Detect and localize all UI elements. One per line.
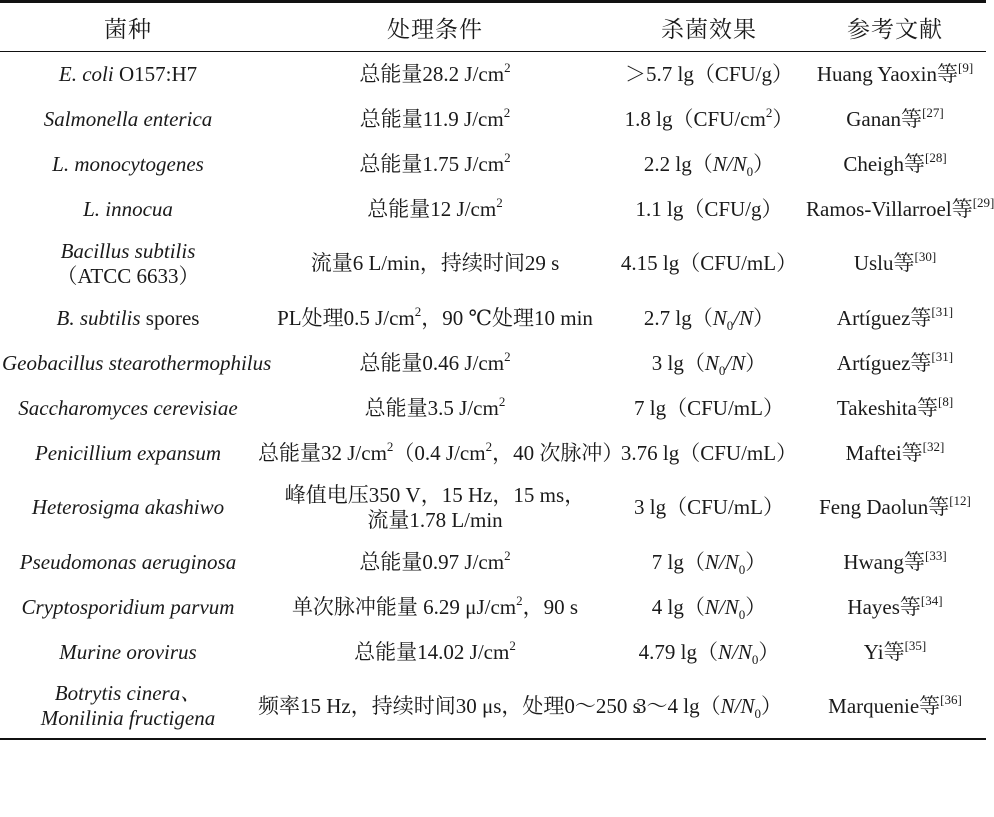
condition-text: 总能量28.2 J/cm — [359, 61, 505, 86]
table-row — [0, 476, 986, 540]
condition-cell — [256, 476, 614, 540]
effect-text: ） — [760, 693, 782, 718]
effect-cell — [614, 187, 804, 232]
effect-var: N — [724, 594, 739, 619]
effect-text: 3.76 lg（CFU/mL） — [620, 440, 798, 465]
effect-text: ） — [753, 151, 775, 176]
species-cell — [0, 142, 256, 187]
effect-text: 3～4 lg（ — [636, 693, 721, 718]
species-cell — [0, 187, 256, 232]
reference-author: Artíguez等 — [836, 350, 932, 375]
effect-text: 2.7 lg（ — [643, 305, 713, 330]
subscript: 0 — [738, 606, 746, 622]
superscript: 2 — [504, 348, 511, 364]
effect-var: N — [712, 305, 727, 330]
species-name: B. subtilis — [56, 305, 141, 330]
condition-cell — [256, 52, 614, 97]
effect-cell — [614, 341, 804, 386]
citation-number: [27] — [922, 104, 944, 120]
species-cell — [0, 675, 256, 739]
effect-slash: / — [718, 549, 725, 574]
superscript: 2 — [414, 303, 422, 319]
citation-number: [36] — [940, 691, 962, 707]
effect-var: N — [720, 693, 735, 718]
citation-number: [31] — [931, 348, 954, 364]
condition-text: 总能量0.46 J/cm — [359, 350, 505, 375]
effect-text: ＞5.7 lg（CFU/g） — [624, 61, 794, 86]
effect-cell — [614, 386, 804, 431]
effect-text: ） — [758, 639, 780, 664]
reference-cell — [804, 585, 986, 630]
table-row — [0, 540, 986, 585]
effect-var: N — [704, 594, 719, 619]
citation-number: [35] — [904, 637, 927, 653]
reference-cell — [804, 675, 986, 739]
species-name: Penicillium expansum — [34, 440, 222, 465]
effect-text: 7 lg（ — [651, 549, 705, 574]
species-strain: （ATCC 6633） — [56, 263, 200, 288]
subscript: 0 — [718, 362, 726, 378]
species-name: Saccharomyces cerevisiae — [18, 395, 238, 420]
table-row — [0, 386, 986, 431]
effect-text: 3 lg（CFU/mL） — [634, 495, 784, 519]
condition-cell — [256, 585, 614, 630]
condition-text: ，40 次脉冲） — [492, 440, 624, 465]
condition-cell — [256, 675, 641, 739]
effect-slash: / — [726, 151, 733, 176]
effect-cell — [614, 142, 804, 187]
effect-var: N — [724, 549, 739, 574]
condition-text: 单次脉冲能量 6.29 μJ/cm — [291, 594, 517, 619]
header-condition: 处理条件 — [256, 2, 614, 52]
reference-cell — [804, 386, 986, 431]
condition-text: 总能量12 J/cm — [367, 196, 497, 221]
effect-text: ） — [772, 106, 794, 131]
reference-cell — [804, 232, 986, 296]
superscript: 2 — [504, 149, 511, 165]
effect-cell — [614, 540, 804, 585]
table-row — [0, 431, 986, 476]
reference-author: Maftei等 — [845, 440, 923, 465]
species-name: Botrytis cinera、 — [54, 681, 202, 705]
table-row — [0, 232, 986, 296]
superscript: 2 — [516, 592, 523, 608]
species-name: Bacillus subtilis — [60, 238, 196, 263]
reference-cell — [804, 97, 986, 142]
subscript: 0 — [751, 651, 759, 667]
reference-author: Uslu等 — [853, 251, 915, 275]
table-row — [0, 341, 986, 386]
species-cell — [0, 476, 256, 540]
effect-var: N — [739, 305, 754, 330]
reference-author: Artíguez等 — [836, 305, 932, 330]
condition-cell — [256, 540, 614, 585]
species-name: Pseudomonas aeruginosa — [19, 549, 237, 574]
condition-cell — [256, 341, 614, 386]
effect-text: ） — [745, 350, 767, 375]
species-cell — [0, 52, 256, 97]
condition-cell — [256, 187, 614, 232]
citation-number: [30] — [914, 249, 937, 264]
reference-cell — [804, 142, 986, 187]
effect-text: ） — [745, 594, 767, 619]
effect-text: 4 lg（ — [651, 594, 705, 619]
reference-cell — [804, 540, 986, 585]
reference-author: Feng Daolun等 — [819, 495, 950, 519]
superscript: 2 — [503, 104, 511, 120]
table-row — [0, 187, 986, 232]
species-name: L. monocytogenes — [52, 151, 204, 176]
species-cell — [0, 341, 272, 386]
effect-text: 3 lg（ — [651, 350, 705, 375]
header-effect: 杀菌效果 — [614, 2, 804, 52]
effect-var: N — [712, 151, 727, 176]
species-cell — [0, 630, 256, 675]
reference-author: Ramos-Villarroel等 — [806, 196, 973, 221]
condition-cell — [256, 97, 614, 142]
effect-text: 4.15 lg（CFU/mL） — [620, 251, 798, 275]
effect-var: N — [717, 639, 732, 664]
reference-cell — [804, 431, 986, 476]
reference-author: Marquenie等 — [828, 693, 941, 718]
reference-author: Yi等 — [863, 639, 905, 664]
effect-cell — [614, 630, 804, 675]
effect-text: 4.79 lg（ — [638, 639, 718, 664]
citation-number: [8] — [938, 393, 954, 409]
species-strain: O157:H7 — [113, 61, 198, 86]
reference-author: Huang Yaoxin等 — [816, 61, 958, 86]
table-header-row — [0, 2, 986, 52]
reference-author: Takeshita等 — [836, 395, 938, 420]
superscript: 2 — [386, 438, 394, 454]
condition-text: 总能量32 J/cm — [258, 440, 387, 465]
effect-cell — [614, 97, 804, 142]
condition-cell — [256, 142, 614, 187]
effect-cell — [614, 431, 804, 476]
condition-cell — [256, 232, 614, 296]
reference-cell — [804, 52, 986, 97]
effect-var: N — [737, 639, 752, 664]
effect-text: ） — [745, 549, 767, 574]
header-species: 菌种 — [0, 2, 256, 52]
effect-cell — [614, 232, 804, 296]
effect-var: N — [732, 151, 747, 176]
effect-cell — [614, 52, 804, 97]
species-name: Murine orovirus — [59, 639, 197, 664]
citation-number: [12] — [949, 493, 971, 508]
citation-number: [34] — [920, 592, 943, 608]
reference-cell — [804, 296, 986, 341]
condition-text: 流量1.78 L/min — [367, 507, 503, 532]
reference-cell — [804, 341, 986, 386]
effect-cell — [614, 585, 804, 630]
subscript: 0 — [754, 705, 761, 721]
effect-cell — [614, 296, 804, 341]
reference-author: Cheigh等 — [843, 151, 925, 176]
condition-cell — [256, 296, 614, 341]
citation-number: [33] — [924, 547, 947, 563]
citation-number: [32] — [922, 438, 945, 454]
citation-number: [9] — [958, 59, 974, 75]
species-cell — [0, 585, 256, 630]
condition-text: 峰值电压350 V，15 Hz，15 ms， — [284, 482, 586, 507]
species-cell — [0, 97, 256, 142]
effect-text: 1.1 lg（CFU/g） — [635, 196, 783, 221]
species-name: Geobacillus stearothermophilus — [2, 350, 272, 375]
condition-cell — [256, 386, 614, 431]
table-row — [0, 675, 986, 739]
condition-text: 总能量1.75 J/cm — [359, 151, 505, 176]
table-row — [0, 97, 986, 142]
condition-text: （0.4 J/cm — [393, 440, 486, 465]
superscript: 2 — [509, 637, 516, 653]
reference-author: Hwang等 — [843, 549, 925, 574]
effect-text: 7 lg（CFU/mL） — [634, 395, 784, 420]
superscript: 2 — [765, 104, 773, 120]
table-row — [0, 52, 986, 97]
superscript: 2 — [496, 194, 503, 210]
effect-var: N — [704, 549, 719, 574]
superscript: 2 — [498, 393, 506, 409]
effect-slash: / — [732, 639, 738, 664]
superscript: 2 — [504, 59, 511, 75]
species-cell — [0, 386, 256, 431]
citation-number: [29] — [972, 194, 994, 210]
species-cell — [0, 431, 256, 476]
condition-text: PL处理0.5 J/cm — [277, 305, 415, 330]
species-cell — [0, 232, 256, 296]
condition-text: 流量6 L/min，持续时间29 s — [310, 251, 560, 275]
effect-text: ） — [753, 305, 775, 330]
condition-text: 总能量0.97 J/cm — [359, 549, 505, 574]
table-row — [0, 585, 986, 630]
table-row — [0, 296, 986, 341]
condition-text: ，90 s — [522, 594, 579, 619]
effect-slash: / — [733, 305, 740, 330]
condition-text: 总能量3.5 J/cm — [364, 395, 499, 420]
subscript: 0 — [746, 163, 754, 179]
table-row — [0, 630, 986, 675]
species-name: E. coli — [58, 61, 114, 86]
condition-text: 总能量14.02 J/cm — [354, 639, 510, 664]
species-name: Monilinia fructigena — [40, 706, 216, 730]
effect-text: 1.8 lg（CFU/cm — [624, 106, 766, 131]
condition-cell — [256, 630, 614, 675]
effect-slash: / — [734, 693, 741, 718]
species-name: Heterosigma akashiwo — [31, 495, 225, 519]
condition-text: 频率15 Hz，持续时间30 μs，处理0～250 s — [258, 693, 641, 718]
effect-cell — [614, 476, 804, 540]
species-cell — [0, 296, 256, 341]
condition-cell — [256, 431, 624, 476]
reference-cell — [804, 476, 986, 540]
effect-slash: / — [725, 350, 732, 375]
effect-text: 2.2 lg（ — [643, 151, 713, 176]
effect-var: N — [731, 350, 746, 375]
reference-cell — [804, 187, 994, 232]
species-name: L. innocua — [83, 196, 173, 221]
reference-cell — [804, 630, 986, 675]
effect-slash: / — [718, 594, 725, 619]
species-cell — [0, 540, 256, 585]
effect-var: N — [740, 693, 755, 718]
species-name: Salmonella enterica — [43, 106, 213, 131]
superscript: 2 — [485, 438, 493, 454]
species-strain: spores — [140, 305, 200, 330]
reference-author: Hayes等 — [847, 594, 921, 619]
table-row — [0, 142, 986, 187]
superscript: 2 — [504, 547, 511, 563]
effect-var: N — [704, 350, 719, 375]
reference-author: Ganan等 — [846, 106, 923, 131]
condition-text: 总能量11.9 J/cm — [359, 106, 504, 131]
condition-text: ，90 ℃处理10 min — [421, 305, 593, 330]
subscript: 0 — [726, 317, 734, 333]
header-reference: 参考文献 — [804, 2, 986, 52]
species-name: Cryptosporidium parvum — [21, 594, 235, 619]
citation-number: [28] — [925, 149, 947, 165]
effect-cell — [614, 675, 804, 739]
citation-number: [31] — [931, 303, 954, 319]
subscript: 0 — [738, 561, 746, 577]
